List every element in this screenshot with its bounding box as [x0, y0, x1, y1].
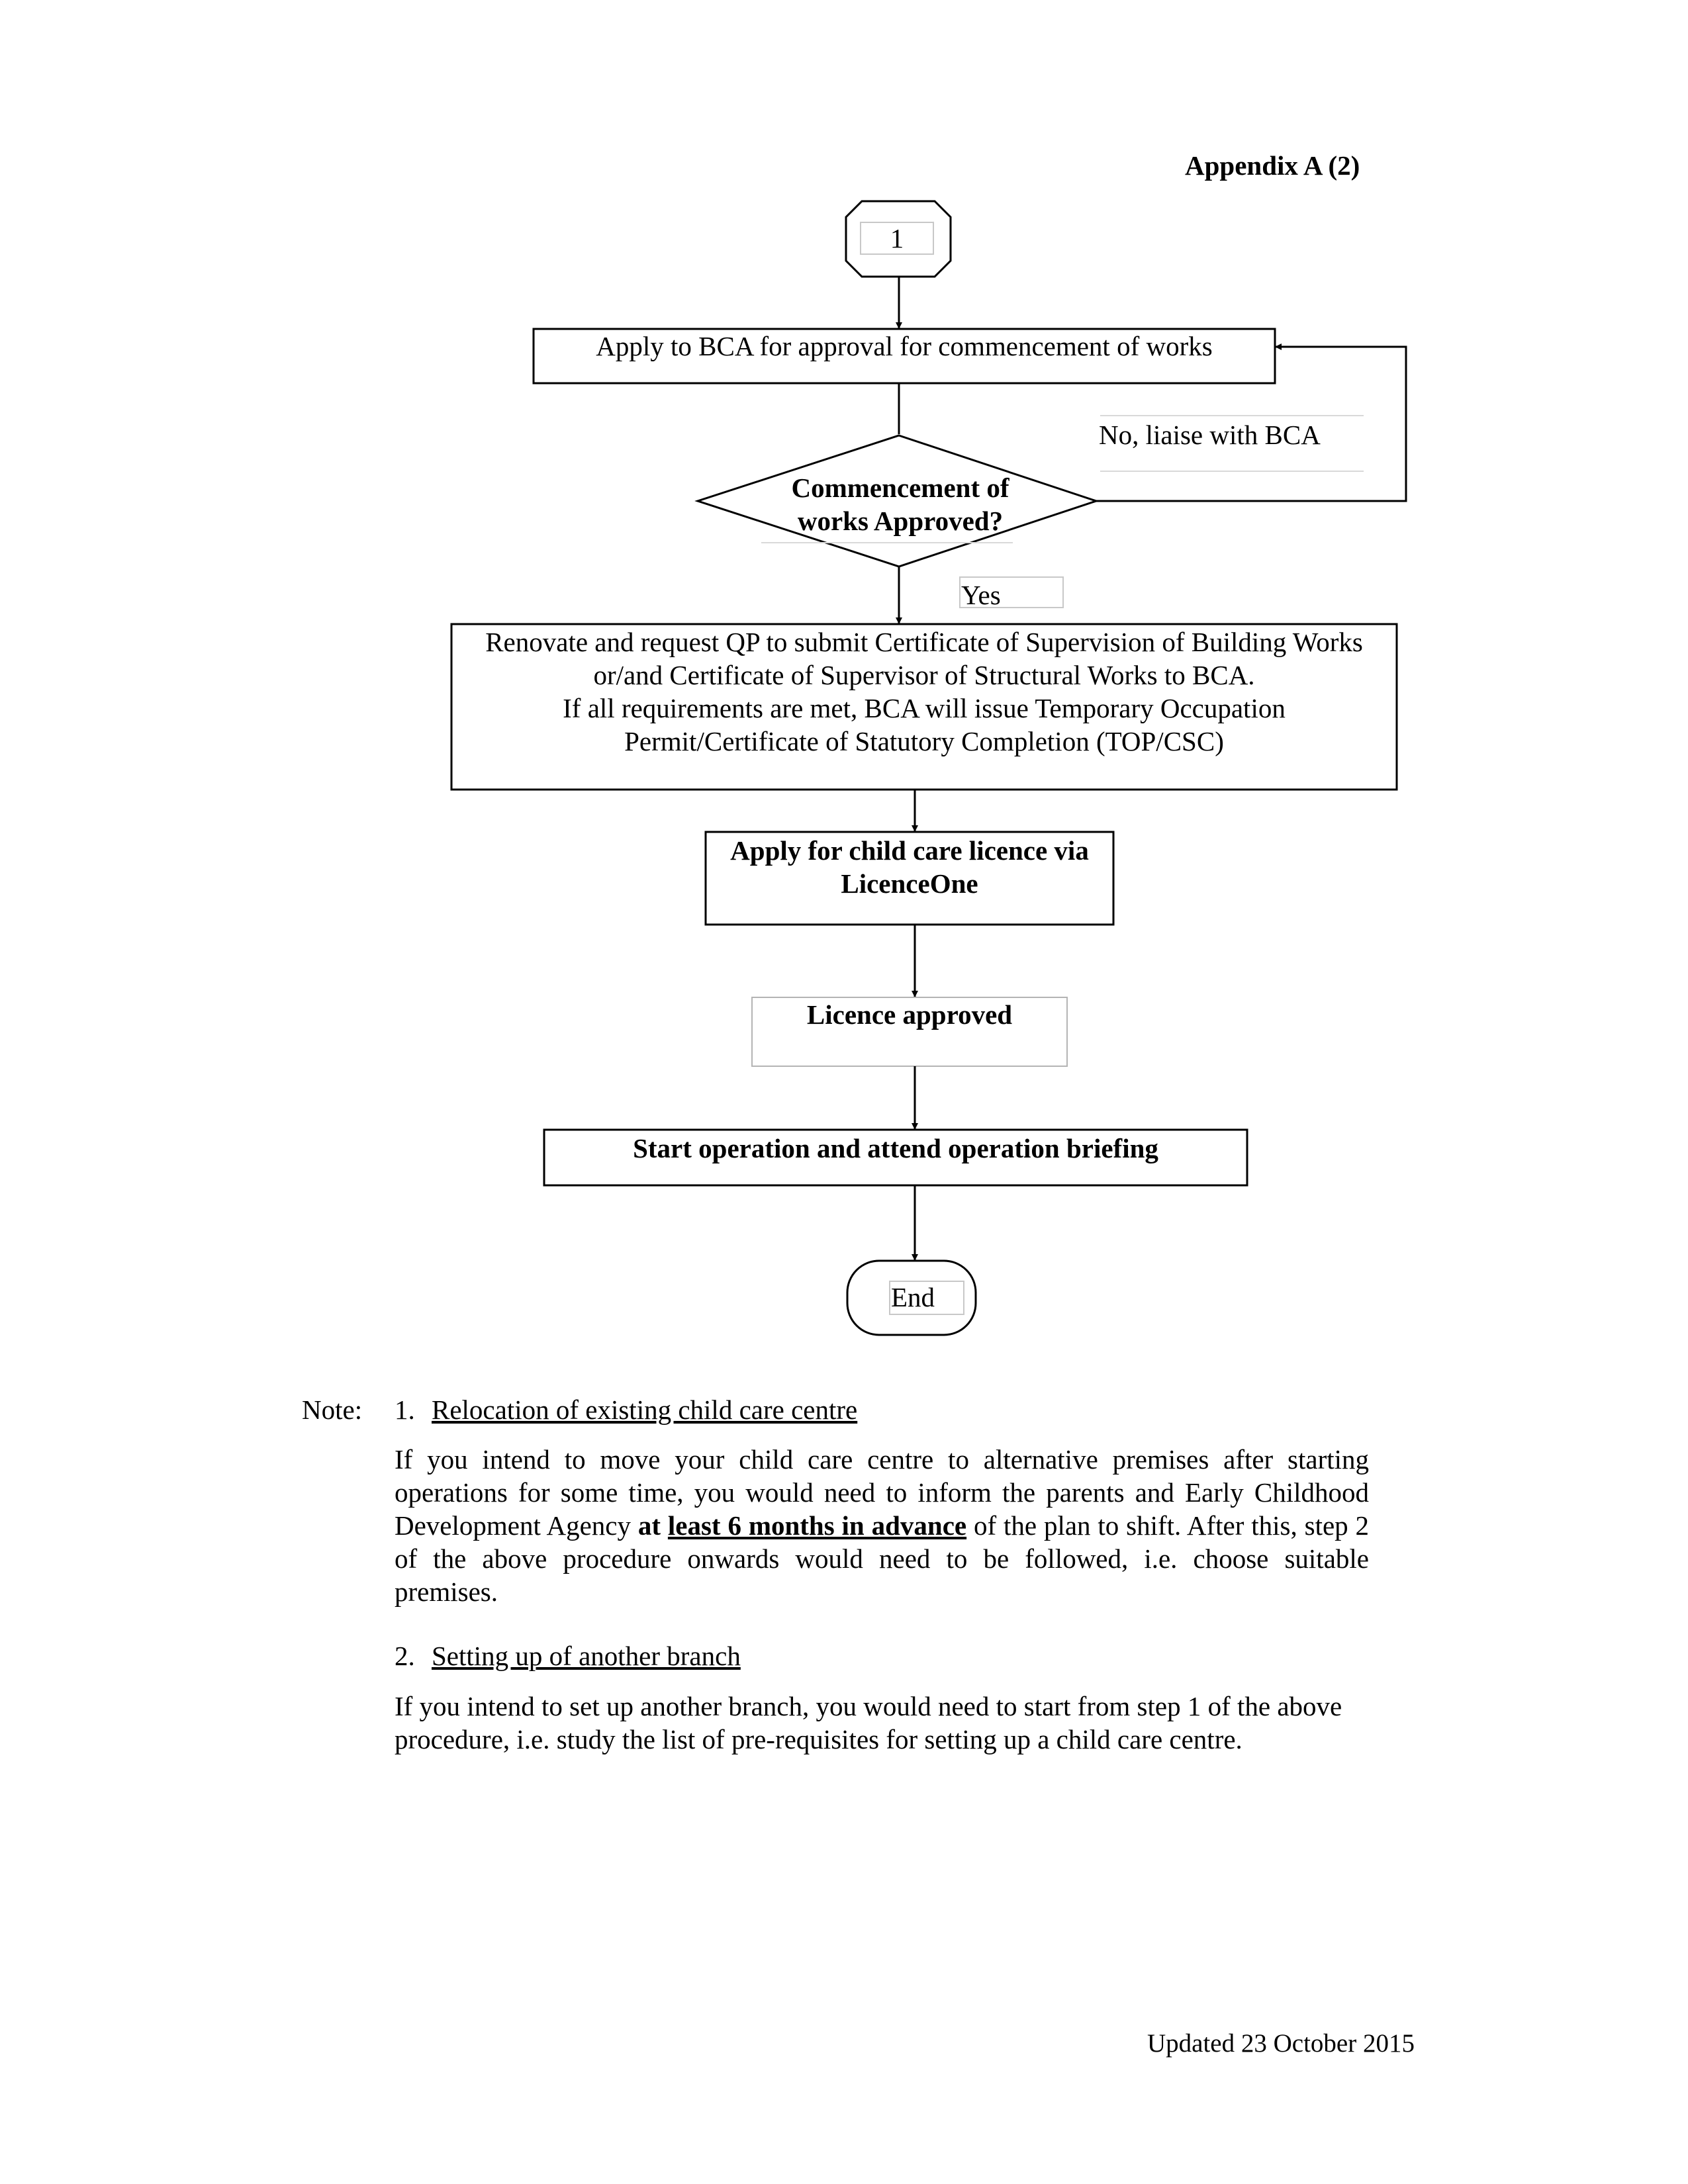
- note1-heading: Relocation of existing child care centre: [432, 1394, 858, 1425]
- note1-text-after: of the plan to shift. After this, step 2 of the above procedure onwards would need to be followed, i.e. choose suitable premises.: [395, 1510, 1370, 1607]
- note1-bold-at: at: [637, 1510, 661, 1541]
- renovate-text-line1: Renovate and request QP to submit Certificate of Supervision of Building Works: [485, 627, 1363, 657]
- apply-bca-text: Apply to BCA for approval for commencement of works: [596, 331, 1213, 361]
- no-liaise-label: No, liaise with BCA: [1099, 420, 1321, 450]
- note2-number: 2.: [395, 1641, 415, 1671]
- renovate-text-line3: If all requirements are met, BCA will issue Temporary Occupation: [563, 693, 1286, 723]
- note1-paragraph: [395, 1443, 1369, 1608]
- decision-text-line2: works Approved?: [797, 506, 1004, 536]
- appendix-title: Appendix A (2): [1185, 150, 1360, 181]
- note2-text: If you intend to set up another branch, you would need to start from step 1 of the above procedure, i.e. study the list of pre-requisites for setting up a child care centre.: [395, 1691, 1342, 1754]
- start-connector-label: 1: [890, 223, 904, 253]
- note1-number: 1.: [395, 1394, 415, 1425]
- end-label: End: [891, 1282, 935, 1312]
- licence-apply-text-line1: Apply for child care licence via: [730, 835, 1089, 866]
- start-operation-text: Start operation and attend operation briefing: [633, 1133, 1158, 1163]
- updated-date: Updated 23 October 2015: [1147, 2029, 1415, 2058]
- decision-text-line1: Commencement of: [791, 473, 1009, 503]
- note1-bold-underlined: least 6 months in advance: [667, 1510, 967, 1541]
- licence-apply-text-line2: LicenceOne: [841, 868, 978, 899]
- yes-label: Yes: [961, 580, 1001, 610]
- note2-paragraph: [395, 1690, 1369, 1756]
- note1-text-before: If you intend to move your child care centre to alternative premises after starting operations for some time, you would need to inform the parents and Early Childhood Development Agency: [395, 1444, 1369, 1541]
- licence-approved-text: Licence approved: [806, 999, 1013, 1030]
- renovate-text-line2: or/and Certificate of Supervisor of Structural Works to BCA.: [593, 660, 1255, 690]
- note2-heading: Setting up of another branch: [432, 1641, 741, 1671]
- renovate-text-line4: Permit/Certificate of Statutory Completion (TOP/CSC): [624, 726, 1224, 756]
- note-label: Note:: [302, 1394, 363, 1425]
